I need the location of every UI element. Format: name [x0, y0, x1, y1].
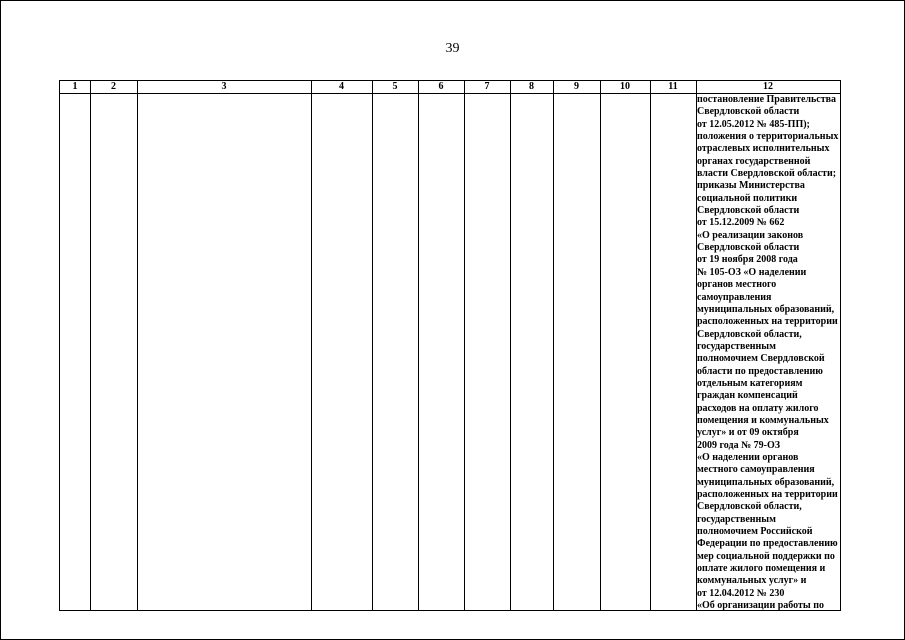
text-line: приказы Министерства — [697, 180, 805, 192]
column-divider — [90, 81, 91, 610]
text-line: «О реализации законов — [697, 229, 804, 241]
text-line: муниципальных образований, — [697, 303, 835, 315]
header-col-11: 11 — [668, 81, 678, 92]
text-line: власти Свердловской области; — [697, 168, 837, 180]
column-divider — [600, 81, 601, 610]
text-line: мер социальной поддержки по — [697, 550, 835, 562]
text-line: оплате жилого помещения и — [697, 563, 826, 575]
text-line: расходов на оплату жилого — [697, 402, 819, 414]
text-line: муниципальных образований, — [697, 476, 835, 488]
text-line: от 19 ноября 2008 года — [697, 254, 798, 266]
text-line: «Об организации работы по — [697, 600, 824, 610]
table-header-row — [60, 81, 840, 94]
text-line: Свердловской области — [697, 242, 800, 254]
text-line: от 12.04.2012 № 230 — [697, 587, 785, 599]
text-line: области по предоставлению — [697, 365, 823, 377]
text-line: расположенных на территории — [697, 316, 838, 328]
text-line: от 12.05.2012 № 485-ПП); — [697, 118, 810, 130]
text-line: отраслевых исполнительных — [697, 143, 830, 155]
text-line: № 105-ОЗ «О наделении — [697, 266, 807, 278]
text-line: Свердловской области — [697, 205, 800, 217]
text-line: государственным — [697, 340, 776, 352]
header-col-6: 6 — [438, 81, 444, 92]
text-line: коммунальных услуг» и — [697, 575, 807, 587]
text-line: органах государственной — [697, 155, 811, 167]
text-line: органов местного — [697, 279, 777, 291]
text-line: Свердловской области, — [697, 501, 802, 513]
text-line: полномочием Свердловской — [697, 353, 825, 365]
column-divider — [510, 81, 511, 610]
page-number: 39 — [445, 41, 460, 56]
text-line: отдельным категориям — [697, 377, 803, 389]
text-line: 2009 года № 79-ОЗ — [697, 439, 780, 451]
column-12-text — [697, 94, 840, 610]
column-divider — [650, 81, 651, 610]
text-line: Свердловской области — [697, 106, 800, 118]
header-col-9: 9 — [574, 81, 579, 92]
header-col-12: 12 — [763, 81, 773, 92]
header-col-2: 2 — [111, 81, 116, 92]
text-line: граждан компенсаций — [697, 390, 798, 402]
text-line: государственным — [697, 513, 776, 525]
text-line: помещения и коммунальных — [697, 414, 829, 426]
column-divider — [553, 81, 554, 610]
table — [59, 80, 841, 611]
text-line: полномочием Российской — [697, 526, 813, 538]
column-divider — [372, 81, 373, 610]
header-col-8: 8 — [529, 81, 534, 92]
text-line: услуг» и от 09 октября — [697, 427, 799, 439]
header-col-4: 4 — [339, 81, 344, 92]
column-divider — [418, 81, 419, 610]
header-col-1: 1 — [72, 81, 78, 92]
text-line: социальной политики — [697, 192, 798, 204]
header-col-7: 7 — [484, 81, 490, 92]
text-line: «О наделении органов — [697, 451, 799, 463]
text-line: Свердловской области, — [697, 328, 802, 340]
text-line: расположенных на территории — [697, 489, 838, 500]
text-line: местного самоуправления — [697, 464, 815, 476]
header-col-5: 5 — [392, 81, 398, 92]
text-line: самоуправления — [697, 291, 772, 303]
column-divider — [311, 81, 312, 610]
header-col-3: 3 — [221, 81, 227, 92]
text-line: от 15.12.2009 № 662 — [697, 217, 785, 229]
text-line: Федерации по предоставлению — [697, 538, 838, 550]
column-divider — [464, 81, 465, 610]
column-divider — [137, 81, 138, 610]
text-line: постановление Правительства — [697, 94, 837, 105]
text-line: положения о территориальных — [697, 131, 839, 143]
header-col-10: 10 — [620, 81, 630, 92]
